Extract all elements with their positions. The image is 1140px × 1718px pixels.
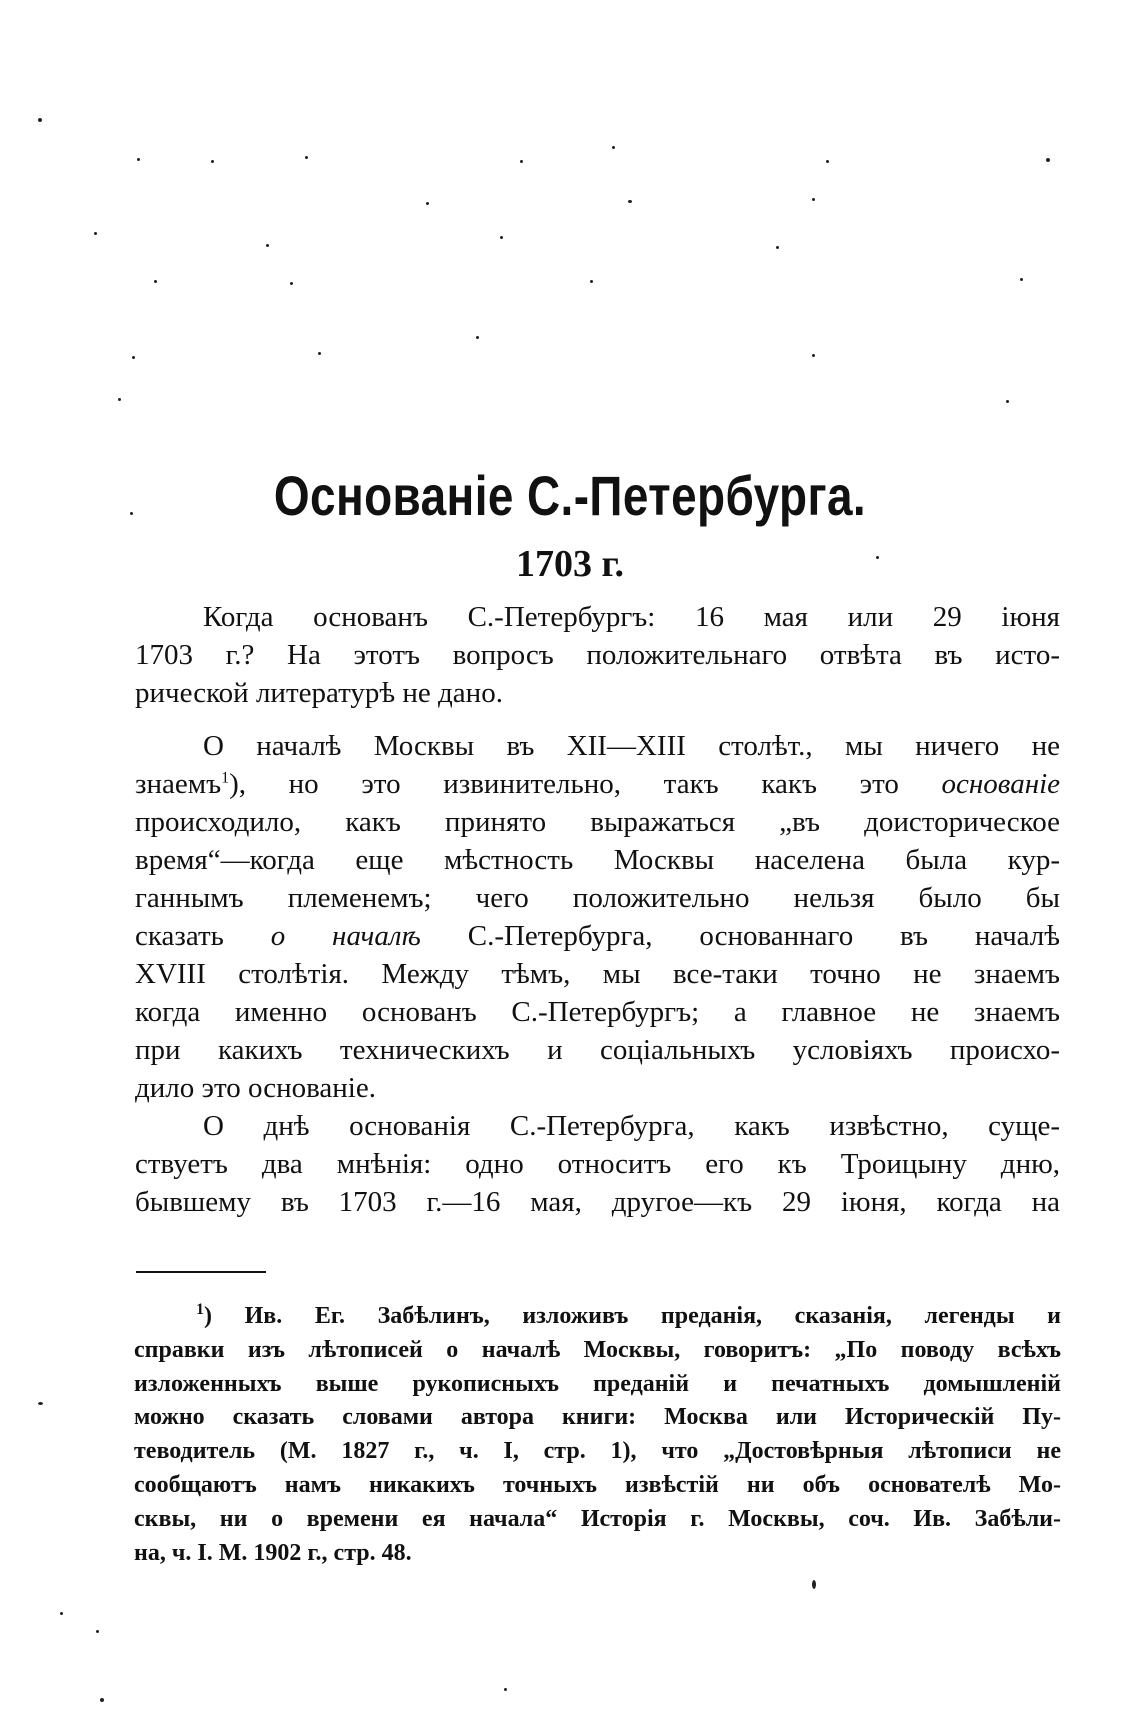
text-line: Когда основанъ С.-Петербургъ: 16 мая или 29 іюня [203, 601, 1060, 633]
footnote [134, 1300, 1061, 1570]
speck [426, 202, 429, 205]
speck [290, 282, 293, 285]
text-line: дило это основаніе. [135, 1072, 376, 1104]
text-line: рической литературѣ не дано. [135, 677, 503, 709]
speck [38, 118, 42, 122]
speck [776, 246, 779, 249]
speck [812, 354, 815, 357]
speck [211, 160, 214, 163]
footnote-line: справки изъ лѣтописей о началѣ Москвы, говоритъ: „По поводу всѣхъ [134, 1336, 1061, 1363]
speck [38, 1402, 43, 1405]
speck [60, 1612, 63, 1615]
speck [590, 280, 593, 283]
speck [1046, 158, 1050, 162]
text-line: бывшему въ 1703 г.—16 мая, другое—къ 29 іюня, когда на [135, 1186, 1060, 1218]
speck [476, 336, 479, 339]
paragraph-gap [135, 712, 1060, 727]
speck [154, 280, 157, 283]
speck [500, 236, 503, 239]
footnote-line: можно сказать словами автора книги: Москва или Историческій Пу- [134, 1404, 1061, 1431]
text-segment: ) Ив. Ег. Забѣлинъ, изложивъ преданія, сказанія, легенды и [204, 1303, 1061, 1329]
text-segment: знаемъ [135, 768, 222, 800]
speck [132, 356, 135, 359]
speck [1020, 278, 1023, 281]
speck [612, 146, 615, 149]
speck [628, 200, 632, 203]
speck [318, 352, 321, 355]
text-line-with-footnote-ref [135, 765, 1060, 803]
text-line: 1703 г.? На этотъ вопросъ положительнаго отвѣта въ исто- [135, 639, 1060, 671]
text-segment: сказать [135, 920, 224, 952]
text-line: О днѣ основанія С.-Петербурга, какъ извѣстно, суще- [203, 1110, 1060, 1142]
footnote-line: сквы, ни о времени ея начала“ Исторія г. Москвы, соч. Ив. Забѣли- [134, 1505, 1061, 1532]
text-line: XVIII столѣтія. Между тѣмъ, мы все-таки точно не знаемъ [135, 958, 1060, 990]
text-segment: С.-Петербурга, основаннаго въ началѣ [467, 920, 1060, 952]
footnote-separator [136, 1271, 266, 1273]
text-line: О началѣ Москвы въ XII—XIII столѣт., мы ничего не [203, 730, 1060, 762]
speck [137, 158, 140, 161]
italic-text: основаніе [941, 768, 1060, 800]
footnote-ref: 1 [221, 769, 230, 787]
text-line: происходило, какъ принято выражаться „въ доисторическое [135, 806, 1060, 838]
text-line: когда именно основанъ С.-Петербургъ; а главное не знаемъ [135, 996, 1060, 1028]
text-segment: ), но это извинительно, такъ какъ это [229, 768, 899, 800]
italic-text: о началѣ [270, 920, 421, 952]
speck [94, 232, 97, 235]
speck [266, 244, 269, 247]
speck [504, 1688, 507, 1691]
speck [812, 1580, 816, 1589]
page-title: Основаніе С.-Петербурга. [273, 464, 867, 527]
footnote-line: на, ч. I. М. 1902 г., стр. 48. [134, 1539, 412, 1566]
main-text [135, 598, 1060, 1221]
footnote-marker: 1 [196, 1301, 204, 1318]
speck [1006, 400, 1009, 403]
speck [100, 1698, 104, 1702]
speck [305, 156, 308, 159]
speck [812, 198, 815, 201]
text-line-mixed [135, 917, 1060, 955]
footnote-line [134, 1300, 1061, 1334]
speck [96, 1630, 99, 1633]
footnote-line: изложенныхъ выше рукописныхъ преданій и печатныхъ домышленій [134, 1370, 1061, 1397]
text-line: ганнымъ племенемъ; чего положительно нельзя было бы [135, 882, 1060, 914]
footnote-line: теводитель (М. 1827 г., ч. I, стр. 1), что „Достовѣрныя лѣтописи не [134, 1438, 1061, 1465]
text-line: время“—когда еще мѣстность Москвы населена была кур- [135, 844, 1060, 876]
page-subtitle-year: 1703 г. [516, 543, 624, 585]
text-line: ствуетъ два мнѣнія: одно относитъ его къ Троицыну дню, [135, 1148, 1060, 1180]
text-line: при какихъ техническихъ и соціальныхъ условіяхъ происхо- [135, 1034, 1060, 1066]
speck [826, 160, 829, 163]
speck [520, 160, 523, 163]
footnote-line: сообщаютъ намъ никакихъ точныхъ извѣстій ни объ основателѣ Мо- [134, 1471, 1061, 1498]
speck [118, 398, 121, 401]
